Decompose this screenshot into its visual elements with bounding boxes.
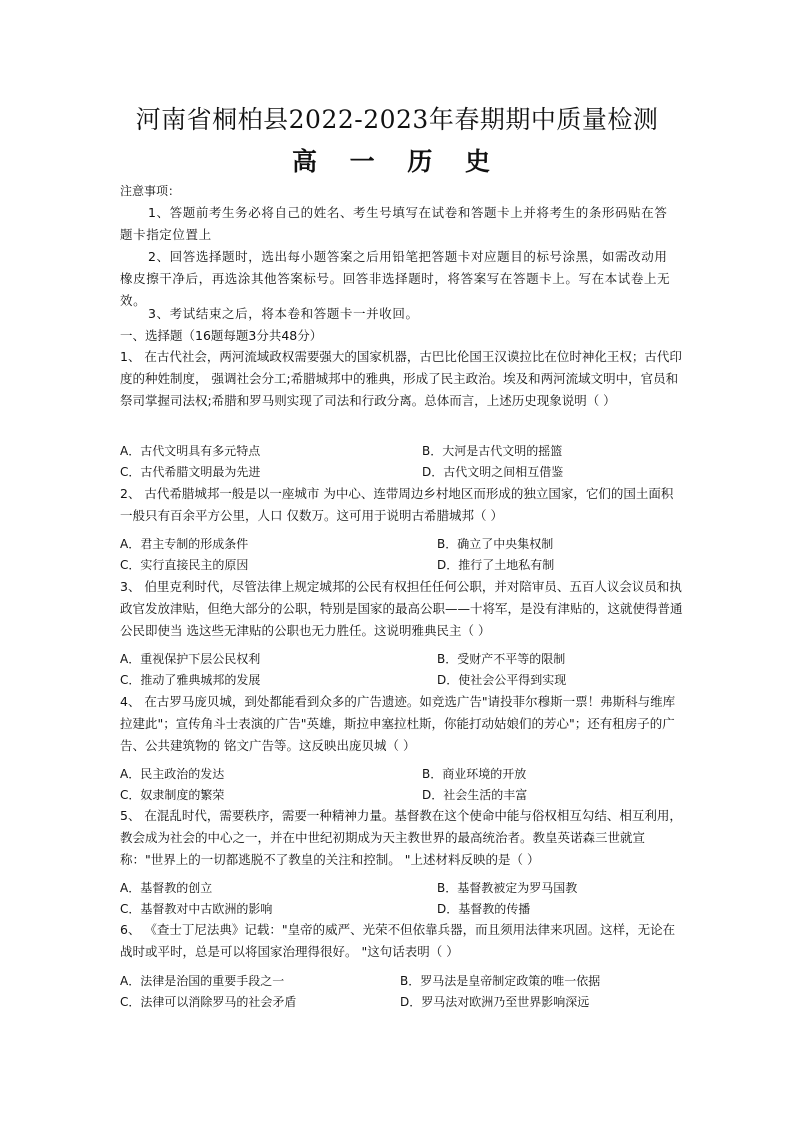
- question-5-option-b: B．基督教被定为罗马国教: [437, 881, 578, 895]
- question-3-stem: 3、 伯里克利时代，尽管法律上规定城邦的公民有权担任任何公职，并对陪审员、五百人议会议员和执政官发放津贴，但绝大部分的公职，特别是国家的最高公职——十将军，是没有津贴的，这就使得普通公民即使当 选这些无津贴的公职也无力胜任。这说明雅典民主（ ）: [120, 579, 683, 638]
- question-5-stem: 5、 在混乱时代，需要秩序，需要一种精神力量。基督教在这个使命中能与俗权相互勾结、相互利用，教会成为社会的中心之一，并在中世纪初期成为天主教世界的最高统治者。教皇英诺森三世就宣称："世界上的一切都逃脱不了教皇的关注和控制。 "上述材料反映的是（ ）: [120, 808, 682, 867]
- question-4-option-d: D．社会生活的丰富: [422, 788, 528, 802]
- question-1-stem: 1、 在古代社会，两河流域政权需要强大的国家机器，古巴比伦国王汉谟拉比在位时神化王权；古代印度的种姓制度， 强调社会分工;希腊城邦中的雅典，形成了民主政治。埃及和两河流域文明中，官员和祭司掌握司法权;希腊和罗马则实现了司法和行政分离。总体而言，上述历史现象说明（ ）: [120, 349, 682, 408]
- notice-item-1: 1、答题前考生务必将自己的姓名、考生号填写在试卷和答题卡上并将考生的条形码贴在答题卡指定位置上: [120, 205, 668, 242]
- question-4-option-b: B．商业环境的开放: [422, 767, 527, 781]
- question-5-option-c: C．基督教对中古欧洲的影响: [120, 902, 273, 916]
- question-2-option-b: B．确立了中央集权制: [437, 537, 554, 551]
- question-6-option-b: B．罗马法是皇帝制定政策的唯一依据: [400, 974, 601, 988]
- question-1-option-d: D．古代文明之间相互借鉴: [422, 465, 564, 479]
- exam-title: 河南省桐柏县2022-2023年春期期中质量检测: [135, 105, 659, 134]
- question-4-stem: 4、 在古罗马庞贝城，到处都能看到众多的广告遗迹。如竞选广告"请投菲尔穆斯一票！弗斯科与维库拉建此"；宣传角斗士表演的广告"英雄，斯拉申塞拉杜斯，你能打动姑娘们的芳心"；还有租房子的广告、公共建筑物的 铭文广告等。这反映出庞贝城（ ）: [120, 694, 676, 753]
- section-heading: 一、选择题（16题每题3分共48分）: [120, 328, 323, 343]
- question-1-option-a: A．古代文明具有多元特点: [120, 444, 261, 458]
- question-6-option-d: D．罗马法对欧洲乃至世界影响深远: [400, 995, 590, 1009]
- question-2-stem: 2、 古代希腊城邦一般是以一座城市 为中心、连带周边乡村地区而形成的独立国家，它们的国土面积一般只有百余平方公里，人口 仅数万。这可用于说明古希腊城邦（ ）: [120, 486, 674, 523]
- question-4-option-a: A．民主政治的发达: [120, 767, 225, 781]
- question-6-stem: 6、 《查士丁尼法典》记载："皇帝的威严、光荣不但依靠兵器，而且须用法律来巩固。这样，无论在战时或平时，总是可以将国家治理得很好。 "这句话表明（ ）: [120, 922, 676, 959]
- question-3-option-c: C．推动了雅典城邦的发展: [120, 673, 261, 687]
- question-3-option-d: D．使社会公平得到实现: [437, 673, 567, 687]
- question-6-option-a: A．法律是治国的重要手段之一: [120, 974, 285, 988]
- question-3-option-b: B．受财产不平等的限制: [437, 652, 566, 666]
- question-3-option-a: A．重视保护下层公民权利: [120, 652, 261, 666]
- notice-heading: 注意事项：: [120, 184, 181, 198]
- question-2-option-a: A．君主专制的形成条件: [120, 537, 249, 551]
- question-5-option-d: D．基督教的传播: [437, 902, 531, 916]
- question-4-option-c: C．奴隶制度的繁荣: [120, 788, 225, 802]
- question-2-option-d: D．推行了土地私有制: [437, 558, 555, 572]
- exam-subject: 高 一 历 史: [291, 147, 503, 176]
- question-5-option-a: A．基督教的创立: [120, 881, 213, 895]
- question-6-option-c: C．法律可以消除罗马的社会矛盾: [120, 995, 297, 1009]
- notice-item-3: 3、考试结束之后，将本卷和答题卡一并收回。: [148, 306, 419, 321]
- question-1-option-c: C．古代希腊文明最为先进: [120, 465, 261, 479]
- notice-item-2: 2、回答选择题时，选出每小题答案之后用铅笔把答题卡对应题目的标号涂黑，如需改动用橡皮擦干净后，再选涂其他答案标号。回答非选择题时，将答案写在答题卡上。写在本试卷上无效。: [120, 249, 671, 308]
- question-1-option-b: B．大河是古代文明的摇篮: [422, 444, 563, 458]
- question-2-option-c: C．实行直接民主的原因: [120, 558, 249, 572]
